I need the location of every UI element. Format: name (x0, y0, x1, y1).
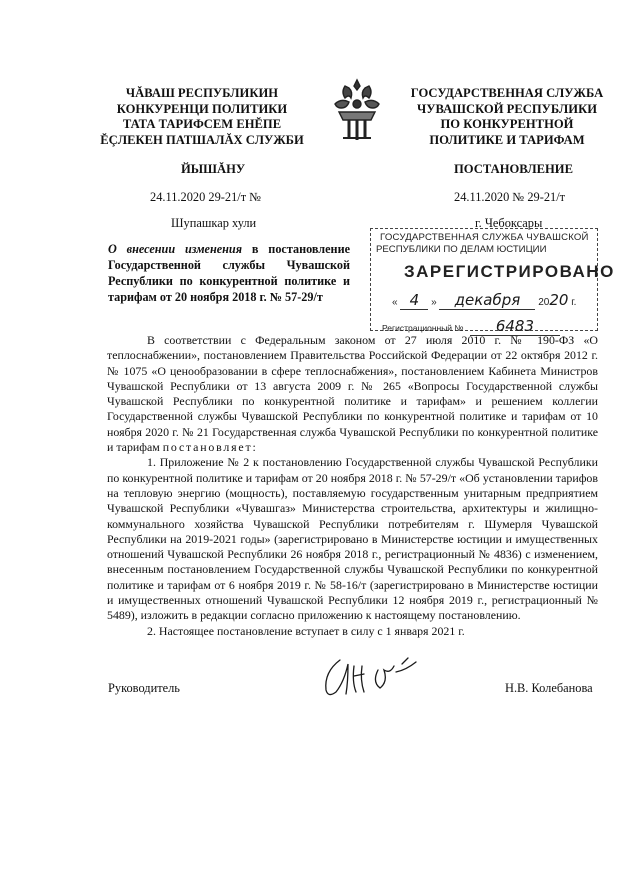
stamp-year-suffix: 20 (549, 291, 569, 309)
doc-date-number-russian: 24.11.2020 № 29-21/т (454, 190, 566, 204)
doc-date-number-chuvash: 24.11.2020 29-21/т № (150, 190, 262, 204)
header-right-line: ЧУВАШСКОЙ РЕСПУБЛИКИ (416, 101, 597, 116)
stamp-authority-line: РЕСПУБЛИКИ ПО ДЕЛАМ ЮСТИЦИИ (376, 244, 547, 255)
item-1-paragraph: 1. Приложение № 2 к постановлению Государственной службы Чувашской Республики по конкурентной политике и тарифам от 20 ноября 2018 г. № 57-29/т «Об установлении тарифов на тепловую энергию (мощность), поставляемую государственным унитарным предприятием Чувашской Республики «Чувашгаз» Министерства строительства, архитектуры и жилищно-коммунального хозяйства Чувашской Республики потребителям г. Шумерля Чувашской Республики на 2019-2021 годы» (зарегистрировано в Министерстве юстиции и имущественных отношений Чувашской Республики 26 ноября 2018 г., регистрационный № 4836) с изменением, внесенным постановлением Государственной службы Чувашской Республики по конкурентной политике и тарифам от 6 ноября 2019 г. № 58-16/т (зарегистрировано в Министерстве юстиции и имущественных отношений Чувашской Республики 12 ноября 2019 г., регистрационный № 5489), изложить в редакции согласно приложению к настоящему постановлению. (107, 455, 598, 623)
city-chuvash: Шупашкар хули (171, 216, 257, 230)
stamp-date (392, 291, 576, 310)
signer-name: Н.В. Колебанова (505, 681, 593, 695)
signer-position: Руководитель (108, 681, 180, 695)
header-left-line: ТАТА ТАРИФСЕМ ЕНĔПЕ (122, 117, 282, 131)
preamble-text: В соответствии с Федеральным законом от 27 июля 2010 г. № 190-ФЗ «О теплоснабжении», постановлением Правительства Российской Федерации от 22 октября 2012 г. № 1075 «О ценообразовании в сфере теплоснабжения», постановлением Кабинета Министров Чувашской Республики от 13 августа 2009 г. № 265 «Вопросы Государственной службы Чувашской Республики по конкурентной политике и тарифам» и решением коллегии Государственной службы Чувашской Республики по конкурентной политике и тарифам от 10 ноября 2020 г. № 21 Государственная служба Чувашской Республики по конкурентной политике и тарифам (107, 333, 598, 455)
document-body (107, 333, 598, 639)
header-left-chuvash (88, 86, 316, 148)
stamp-quote-close: » (431, 297, 437, 308)
stamp-reg-number: 6483 (470, 317, 560, 336)
subject-italic: О внесении изменения (108, 242, 242, 256)
header-left-line: ЧĂВАШ РЕСПУБЛИКИН (125, 86, 279, 100)
doc-type-russian: ПОСТАНОВЛЕНИЕ (454, 162, 573, 176)
handwritten-signature-icon (318, 652, 428, 702)
header-right-line: ГОСУДАРСТВЕННАЯ СЛУЖБА (410, 86, 604, 100)
city-russian: г. Чебоксары (475, 216, 543, 230)
preamble-verb: постановляет: (162, 440, 258, 455)
stamp-month: декабря (439, 291, 535, 310)
header-right-line: ПОЛИТИКЕ И ТАРИФАМ (429, 132, 585, 147)
header-left-line: ĔÇЛЕКЕН ПАТШАЛĂХ СЛУЖБИ (100, 132, 304, 147)
stamp-year-prefix: 20 (538, 297, 550, 308)
stamp-year-unit: г. (571, 297, 577, 308)
header-right-line: ПО КОНКУРЕНТНОЙ (440, 117, 574, 131)
preamble-paragraph (107, 333, 598, 455)
header-left-line: КОНКУРЕНЦИ ПОЛИТИКИ (116, 101, 288, 116)
chuvash-emblem-icon (329, 76, 385, 146)
header-right-russian (398, 86, 616, 148)
registration-stamp (370, 228, 615, 335)
stamp-authority-line: ГОСУДАРСТВЕННАЯ СЛУЖБА ЧУВАШСКОЙ (380, 232, 589, 243)
subject-rest: в постановление Государственной службы Чувашской Республики по конкурентной политике и тарифам от 20 ноября 2018 г. № 57-29/т (108, 242, 350, 304)
stamp-registered-text: ЗАРЕГИСТРИРОВАНО (404, 262, 615, 281)
document-subject (108, 241, 350, 305)
stamp-day: 4 (400, 291, 428, 310)
doc-type-chuvash: ЙЫШĂНУ (181, 162, 246, 176)
stamp-quote-open: « (392, 297, 398, 308)
stamp-reg-label: Регистрационный № (382, 323, 464, 333)
item-2-paragraph: 2. Настоящее постановление вступает в силу с 1 января 2021 г. (147, 623, 465, 638)
